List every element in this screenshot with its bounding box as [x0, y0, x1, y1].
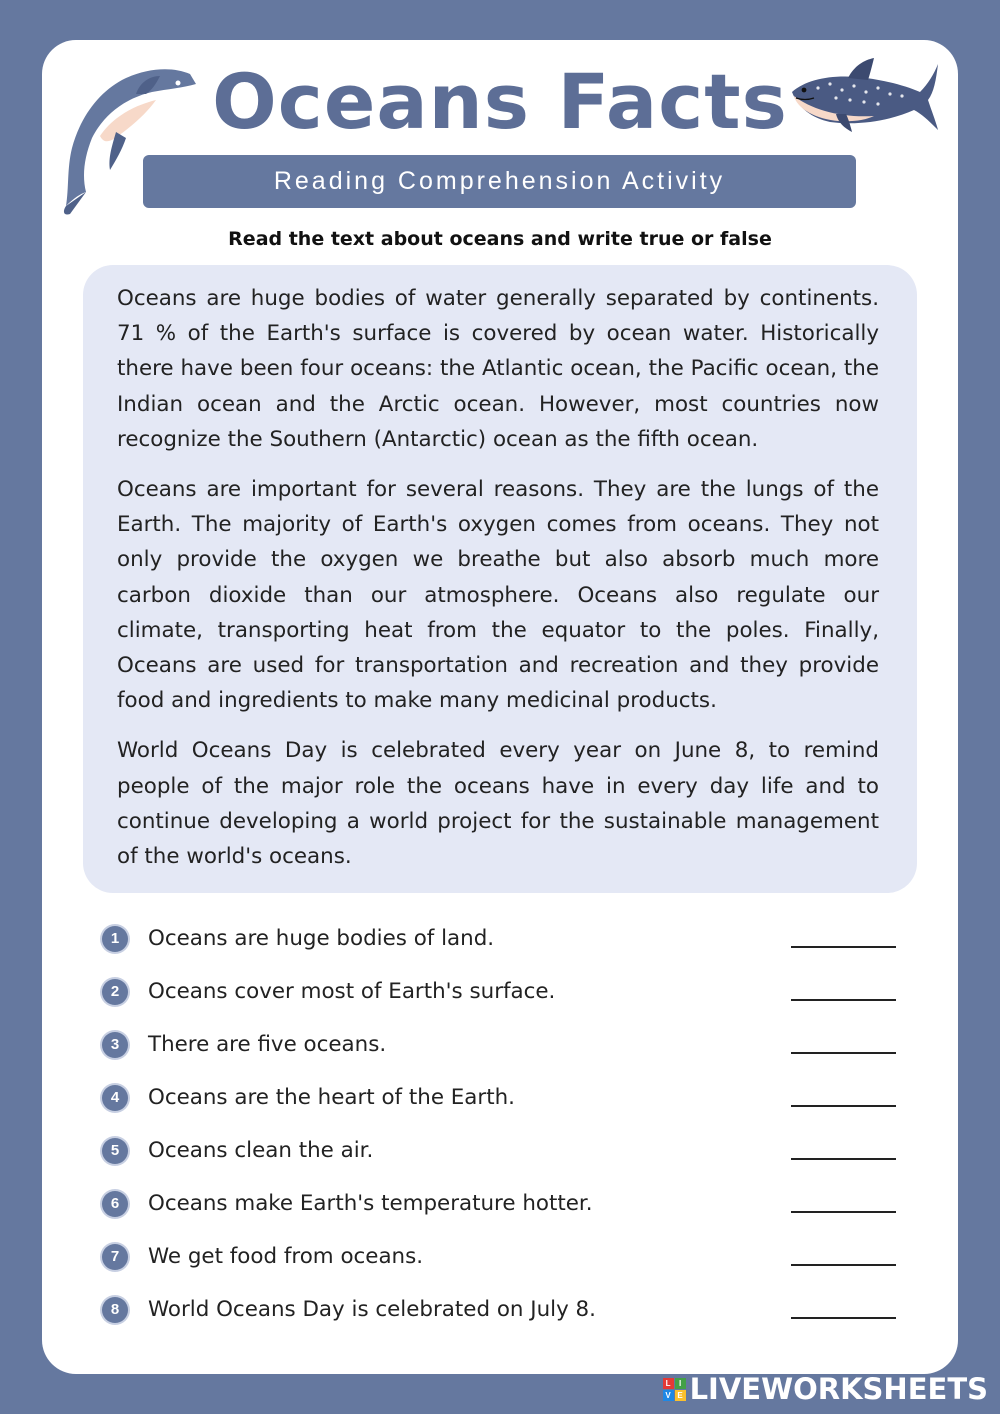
answer-blank[interactable]: [791, 1158, 896, 1160]
question-text: Oceans make Earth's temperature hotter.: [148, 1191, 593, 1216]
question-number-badge: 4: [102, 1085, 128, 1111]
question-text: Oceans are huge bodies of land.: [148, 926, 495, 951]
answer-blank[interactable]: [791, 1264, 896, 1266]
question-text: Oceans cover most of Earth's surface.: [148, 979, 556, 1004]
logo-letter: V: [663, 1390, 674, 1401]
question-number-badge: 5: [102, 1138, 128, 1164]
answer-blank[interactable]: [791, 1052, 896, 1054]
question-number-badge: 6: [102, 1191, 128, 1217]
passage-paragraph: Oceans are important for several reasons. They are the lungs of the Earth. The majority of Earth's oxygen comes from oceans. They not only provide the oxygen we breathe but also absorb much more carbon dioxide than our atmosphere. Oceans also regulate our climate, transporting heat from the equator to the poles. Finally, Oceans are used for transportation and recreation and they provide food and ingredients to make many medicinal products.: [117, 477, 879, 714]
question-number-badge: 2: [102, 979, 128, 1005]
liveworksheets-logo-icon: [663, 1378, 686, 1401]
question-text: World Oceans Day is celebrated on July 8.: [148, 1297, 596, 1322]
question-number-badge: 3: [102, 1032, 128, 1058]
passage-paragraph: World Oceans Day is celebrated every year on June 8, to remind people of the major role the oceans have in every day life and to continue developing a world project for the sustainable management of the world's oceans.: [117, 738, 879, 870]
question-item: [102, 1124, 896, 1177]
page-title: Oceans Facts: [212, 57, 788, 146]
instruction-text: Read the text about oceans and write true or false: [228, 228, 772, 250]
question-text: We get food from oceans.: [148, 1244, 424, 1269]
question-list: [102, 912, 896, 1336]
question-item: [102, 1230, 896, 1283]
reading-passage: [83, 265, 917, 893]
answer-blank[interactable]: [791, 1317, 896, 1319]
question-item: [102, 1018, 896, 1071]
passage-paragraph: Oceans are huge bodies of water generally separated by continents. 71 % of the Earth's surface is covered by ocean water. Historically there have been four oceans: the Atlantic ocean, the Pacific ocean, the Indian ocean and the Arctic ocean. However, most countries now recognize the Southern (Antarctic) ocean as the fifth ocean.: [117, 286, 879, 452]
answer-blank[interactable]: [791, 1211, 896, 1213]
question-text: Oceans clean the air.: [148, 1138, 374, 1163]
logo-letter: L: [663, 1378, 674, 1389]
question-number-badge: 7: [102, 1244, 128, 1270]
answer-blank[interactable]: [791, 946, 896, 948]
logo-letter: E: [675, 1390, 686, 1401]
question-item: [102, 1177, 896, 1230]
question-number-badge: 1: [102, 926, 128, 952]
question-text: Oceans are the heart of the Earth.: [148, 1085, 515, 1110]
brand-name: LIVEWORKSHEETS: [689, 1372, 988, 1406]
question-text: There are five oceans.: [148, 1032, 387, 1057]
question-item: [102, 912, 896, 965]
question-number-badge: 8: [102, 1297, 128, 1323]
question-item: [102, 1071, 896, 1124]
answer-blank[interactable]: [791, 1105, 896, 1107]
subtitle-banner: Reading Comprehension Activity: [143, 155, 856, 208]
logo-letter: I: [675, 1378, 686, 1389]
question-item: [102, 1283, 896, 1336]
liveworksheets-brand[interactable]: [663, 1372, 988, 1406]
question-item: [102, 965, 896, 1018]
answer-blank[interactable]: [791, 999, 896, 1001]
